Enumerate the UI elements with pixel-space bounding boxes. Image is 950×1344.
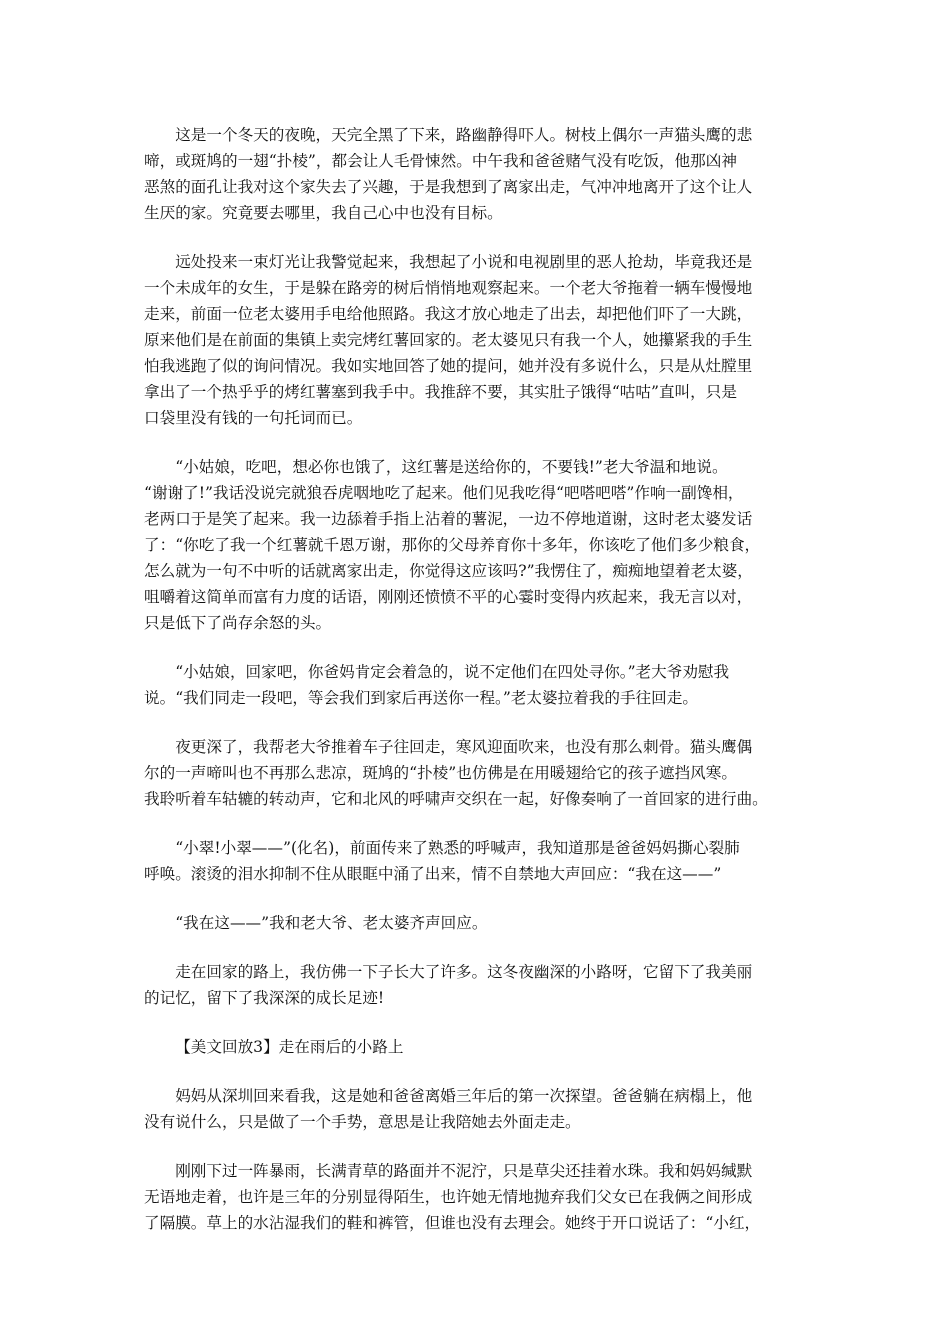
text-line: 只是低下了尚存余怒的头。 xyxy=(144,614,332,632)
text-line: 怎么就为一句不中听的话就离家出走，你觉得这应该吗?”我愣住了，痴痴地望着老太婆， xyxy=(144,562,753,580)
paragraph xyxy=(144,454,816,636)
paragraph xyxy=(144,734,816,812)
text-line: “谢谢了!”我话没说完就狼吞虎咽地吃了起来。他们见我吃得“吧嗒吧嗒”作响一副馋相， xyxy=(144,484,744,502)
text-line: 远处投来一束灯光让我警觉起来，我想起了小说和电视剧里的恶人抢劫，毕竟我还是 xyxy=(175,253,753,271)
text-line: “我在这——”我和老大爷、老太婆齐声回应。 xyxy=(175,914,488,932)
text-line: “小姑娘，吃吧，想必你也饿了，这红薯是送给你的，不要钱!”老大爷温和地说。 xyxy=(175,458,728,476)
text-line: 的记忆，留下了我深深的成长足迹! xyxy=(144,989,385,1007)
text-line: 妈妈从深圳回来看我，这是她和爸爸离婚三年后的第一次探望。爸爸躺在病榻上，他 xyxy=(175,1087,753,1105)
text-line: 走来，前面一位老太婆用手电给他照路。我这才放心地走了出去，却把他们吓了一大跳， xyxy=(144,305,753,323)
text-line: 【美文回放3】走在雨后的小路上 xyxy=(175,1038,404,1056)
paragraph xyxy=(144,910,816,936)
document-body xyxy=(144,122,816,1259)
paragraph xyxy=(144,122,816,226)
paragraph xyxy=(144,1083,816,1135)
text-line: 原来他们是在前面的集镇上卖完烤红薯回家的。老太婆见只有我一个人，她攥紧我的手生 xyxy=(144,331,753,349)
text-line: 口袋里没有钱的一句托词而已。 xyxy=(144,409,363,427)
text-line: 没有说什么，只是做了一个手势，意思是让我陪她去外面走走。 xyxy=(144,1113,581,1131)
text-line: “小姑娘，回家吧，你爸妈肯定会着急的，说不定他们在四处寻你。”老大爷劝慰我 xyxy=(175,663,730,681)
paragraph xyxy=(144,1034,816,1060)
paragraph xyxy=(144,249,816,431)
text-line: 啼，或斑鸠的一翅“扑棱”，都会让人毛骨悚然。中午我和爸爸赌气没有吃饭，他那凶神 xyxy=(144,152,737,170)
text-line: 生厌的家。究竟要去哪里，我自己心中也没有目标。 xyxy=(144,204,503,222)
text-line: 走在回家的路上，我仿佛一下子长大了许多。这冬夜幽深的小路呀，它留下了我美丽 xyxy=(175,963,753,981)
paragraph xyxy=(144,835,816,887)
text-line: 刚刚下过一阵暴雨，长满青草的路面并不泥泞，只是草尖还挂着水珠。我和妈妈缄默 xyxy=(175,1162,753,1180)
text-line: 一个未成年的女生，于是躲在路旁的树后悄悄地观察起来。一个老大爷拖着一辆车慢慢地 xyxy=(144,279,753,297)
text-line: 无语地走着，也许是三年的分别显得陌生，也许她无情地抛弃我们父女已在我俩之间形成 xyxy=(144,1188,753,1206)
text-line: 说。“我们同走一段吧，等会我们到家后再送你一程。”老太婆拉着我的手往回走。 xyxy=(144,689,698,707)
text-line: 了：“你吃了我一个红薯就千恩万谢，那你的父母养育你十多年，你该吃了他们多少粮食， xyxy=(144,536,761,554)
text-line: 怕我逃跑了似的询问情况。我如实地回答了她的提问，她并没有多说什么，只是从灶膛里 xyxy=(144,357,753,375)
text-line: 老两口于是笑了起来。我一边舔着手指上沾着的薯泥，一边不停地道谢，这时老太婆发话 xyxy=(144,510,753,528)
text-line: 拿出了一个热乎乎的烤红薯塞到我手中。我推辞不要，其实肚子饿得“咕咕”直叫，只是 xyxy=(144,383,737,401)
text-line: 这是一个冬天的夜晚，天完全黑了下来，路幽静得吓人。树枝上偶尔一声猫头鹰的悲 xyxy=(175,126,753,144)
paragraph xyxy=(144,1158,816,1236)
text-line: 呼唤。滚烫的泪水抑制不住从眼眶中涌了出来，情不自禁地大声回应：“我在这——” xyxy=(144,865,722,883)
paragraph xyxy=(144,959,816,1011)
text-line: “小翠!小翠——”(化名)，前面传来了熟悉的呼喊声，我知道那是爸爸妈妈撕心裂肺 xyxy=(175,839,740,857)
text-line: 恶煞的面孔让我对这个家失去了兴趣，于是我想到了离家出走，气冲冲地离开了这个让人 xyxy=(144,178,753,196)
paragraph xyxy=(144,659,816,711)
text-line: 我聆听着车轱辘的转动声，它和北风的呼啸声交织在一起，好像奏响了一首回家的进行曲。 xyxy=(144,790,768,808)
text-line: 咀嚼着这简单而富有力度的话语，刚刚还愤愤不平的心霎时变得内疚起来，我无言以对， xyxy=(144,588,753,606)
text-line: 夜更深了，我帮老大爷推着车子往回走，寒风迎面吹来，也没有那么刺骨。猫头鹰偶 xyxy=(175,738,753,756)
text-line: 尔的一声啼叫也不再那么悲凉，斑鸠的“扑棱”也仿佛是在用暖翅给它的孩子遮挡风寒。 xyxy=(144,764,737,782)
text-line: 了隔膜。草上的水沾湿我们的鞋和裤管，但谁也没有去理会。她终于开口说话了：“小红， xyxy=(144,1214,761,1232)
